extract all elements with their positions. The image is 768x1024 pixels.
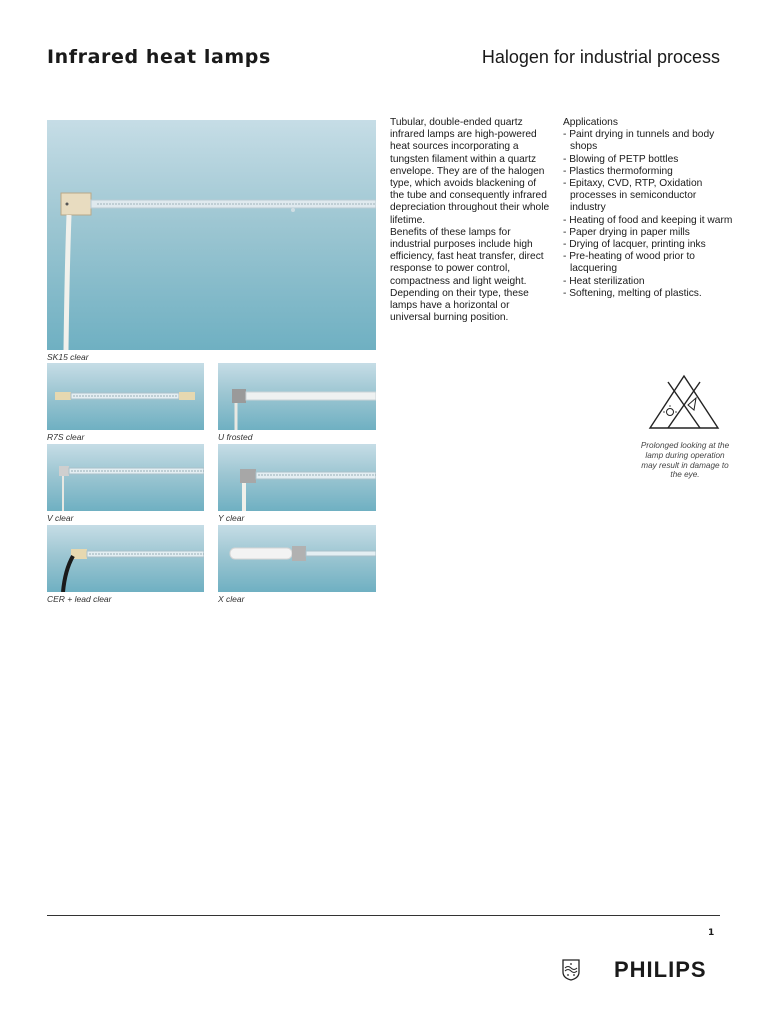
description-paragraph: Tubular, double-ended quartz infrared lamps are high-powered heat sources incorporating a tungsten filament within a quartz envelope. They are of the halogen type, which avoids blackening of the tube and consequently infrared depreciation throughout their whole lifetime.: [390, 117, 550, 226]
main-photo-caption: SK15 clear: [47, 352, 89, 362]
lamp-photo-r7s: [47, 363, 204, 430]
photo-caption: Y clear: [218, 513, 245, 523]
x-lamp-illustration: [218, 525, 376, 592]
description-paragraph: Benefits of these lamps for industrial purposes include high efficiency, fast heat transfer, direct response to power control, compactness and light weight.: [390, 226, 544, 287]
y-lamp-illustration: [218, 444, 376, 511]
v-lamp-illustration: [47, 444, 204, 511]
philips-shield-icon: [562, 959, 580, 981]
list-item: - Softening, melting of plastics.: [563, 287, 702, 299]
applications-heading: Applications: [563, 117, 618, 128]
description-text: [390, 117, 552, 324]
applications-section: [563, 117, 733, 300]
lamp-photo-y: [218, 444, 376, 511]
lamp-photo-u-frosted: [218, 363, 376, 430]
warning-text: Prolonged looking at the lamp during operation may result in damage to the eye.: [640, 441, 730, 480]
list-item: - Paper drying in paper mills: [563, 226, 690, 238]
photo-caption: V clear: [47, 513, 74, 523]
photo-caption: U frosted: [218, 432, 253, 442]
lamp-photo-v: [47, 444, 204, 511]
main-lamp-photo: [47, 120, 376, 350]
list-item: - Plastics thermoforming: [563, 165, 673, 177]
list-item: - Heating of food and keeping it warm: [563, 214, 733, 226]
list-item: - Heat sterilization: [563, 275, 645, 287]
list-item: - Paint drying in tunnels and body shops: [563, 129, 715, 153]
document-subtitle: Halogen for industrial process: [481, 47, 720, 67]
page-number: 1: [708, 928, 715, 938]
applications-list: [563, 129, 733, 300]
photo-caption: CER + lead clear: [47, 594, 112, 604]
brand-wordmark: PHILIPS: [614, 957, 707, 982]
footer-divider: [47, 915, 720, 916]
sk15-lamp-illustration: [47, 120, 376, 350]
document-title: Infrared heat lamps: [47, 46, 271, 68]
cer-lead-lamp-illustration: [47, 525, 204, 592]
list-item: - Drying of lacquer, printing inks: [563, 239, 706, 251]
lamp-photo-cer-lead: [47, 525, 204, 592]
list-item: - Blowing of PETP bottles: [563, 153, 679, 165]
photo-caption: R7S clear: [47, 432, 85, 442]
list-item: - Pre-heating of wood prior to lacquering: [563, 251, 695, 275]
list-item: - Epitaxy, CVD, RTP, Oxidation processes in semiconductor industry: [563, 178, 703, 214]
eye-hazard-warning-icon: [648, 374, 720, 432]
r7s-lamp-illustration: [47, 363, 204, 430]
description-paragraph: Depending on their type, these lamps have a horizontal or universal burning position.: [390, 287, 529, 324]
u-frosted-lamp-illustration: [218, 363, 376, 430]
lamp-photo-x: [218, 525, 376, 592]
photo-caption: X clear: [218, 594, 245, 604]
